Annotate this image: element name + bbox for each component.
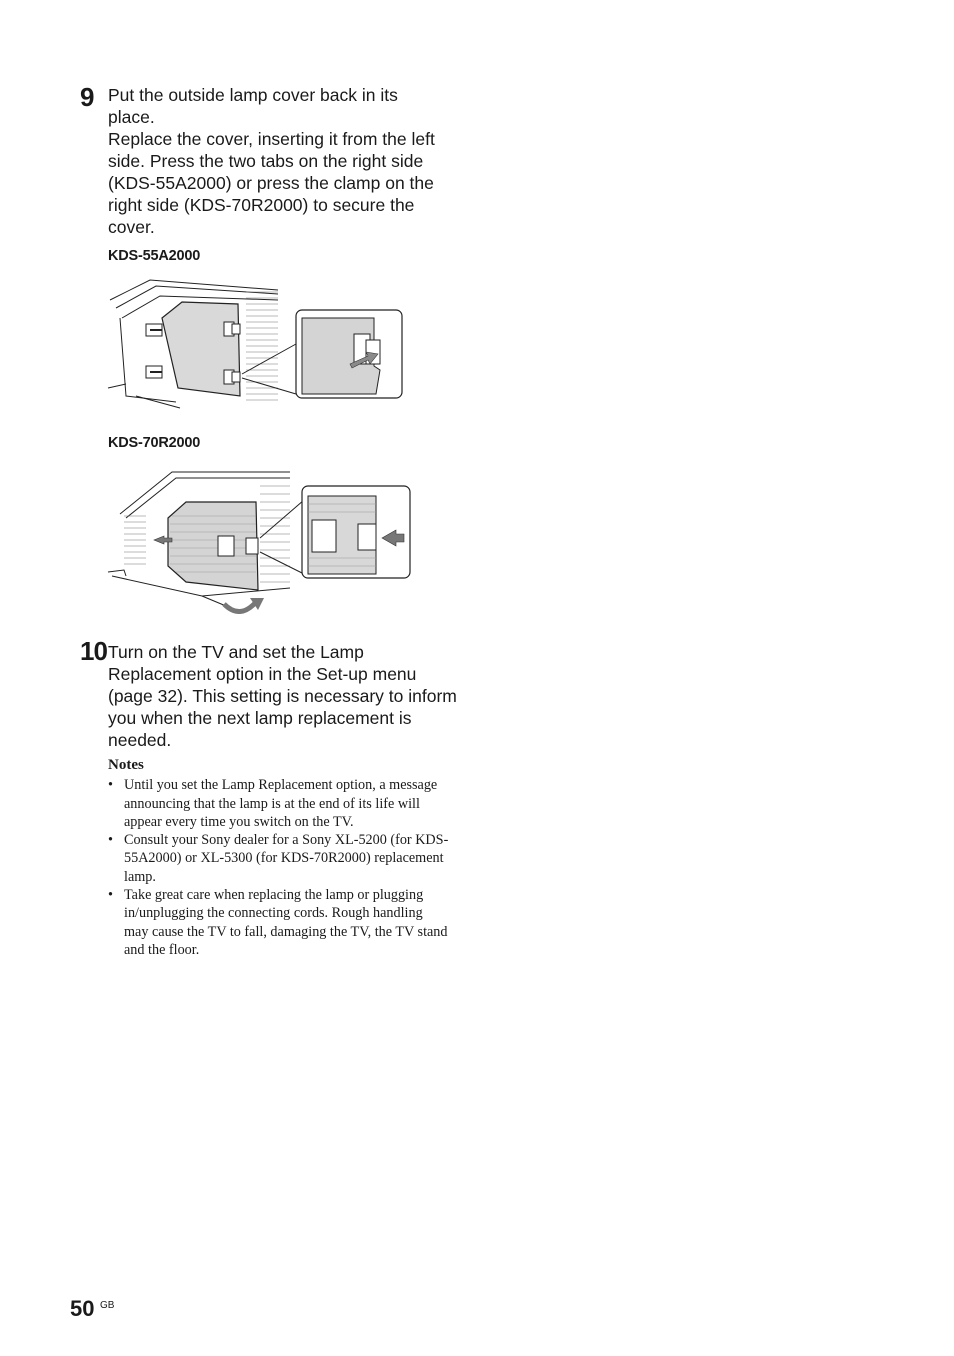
step-9 <box>80 84 460 238</box>
step-number: 9 <box>80 82 94 112</box>
note-text: Consult your Sony dealer for a Sony XL-5200 (for KDS-55A2000) or XL-5300 (for KDS-70R2000) replacement lamp. <box>124 832 449 885</box>
note-text: Until you set the Lamp Replacement option, a message announcing that the lamp is at the end of its life will appear every time you switch on the TV. <box>124 777 438 830</box>
bullet: • <box>108 887 113 904</box>
notes-title: Notes <box>108 757 144 773</box>
list-item <box>108 776 450 831</box>
step-title-line: place. <box>108 107 155 127</box>
illustration-kds-55a2000 <box>106 278 406 412</box>
step-title-line: Put the outside lamp cover back in its <box>108 85 398 105</box>
bullet: • <box>108 832 113 849</box>
page-region-code: GB <box>100 1300 115 1311</box>
notes-list <box>108 776 450 959</box>
model-label-kds-55a2000: KDS-55A2000 <box>108 248 201 264</box>
list-item <box>108 886 450 959</box>
model-label-kds-70r2000: KDS-70R2000 <box>108 435 201 451</box>
notes-section <box>108 756 450 959</box>
illustration-kds-70r2000 <box>106 466 416 626</box>
step-content <box>108 638 460 751</box>
step-10 <box>80 638 460 751</box>
step-description: Replace the cover, inserting it from the left side. Press the two tabs on the right side (KDS-55A2000) or press the clamp on the right side (KDS-70R2000) to secure the cover. <box>108 129 435 237</box>
list-item <box>108 831 450 886</box>
note-text: Take great care when replacing the lamp or plugging in/unplugging the connecting cords. Rough handling may cause the TV to fall, damaging the TV, the TV stand and the floor. <box>124 887 448 958</box>
step-number: 10 <box>80 636 107 666</box>
step-description: Turn on the TV and set the Lamp Replacement option in the Set-up menu (page 32). This setting is necessary to inform you when the next lamp replacement is needed. <box>108 642 457 750</box>
page-number: 50 <box>70 1296 95 1321</box>
bullet: • <box>108 777 113 794</box>
step-content <box>108 84 460 238</box>
